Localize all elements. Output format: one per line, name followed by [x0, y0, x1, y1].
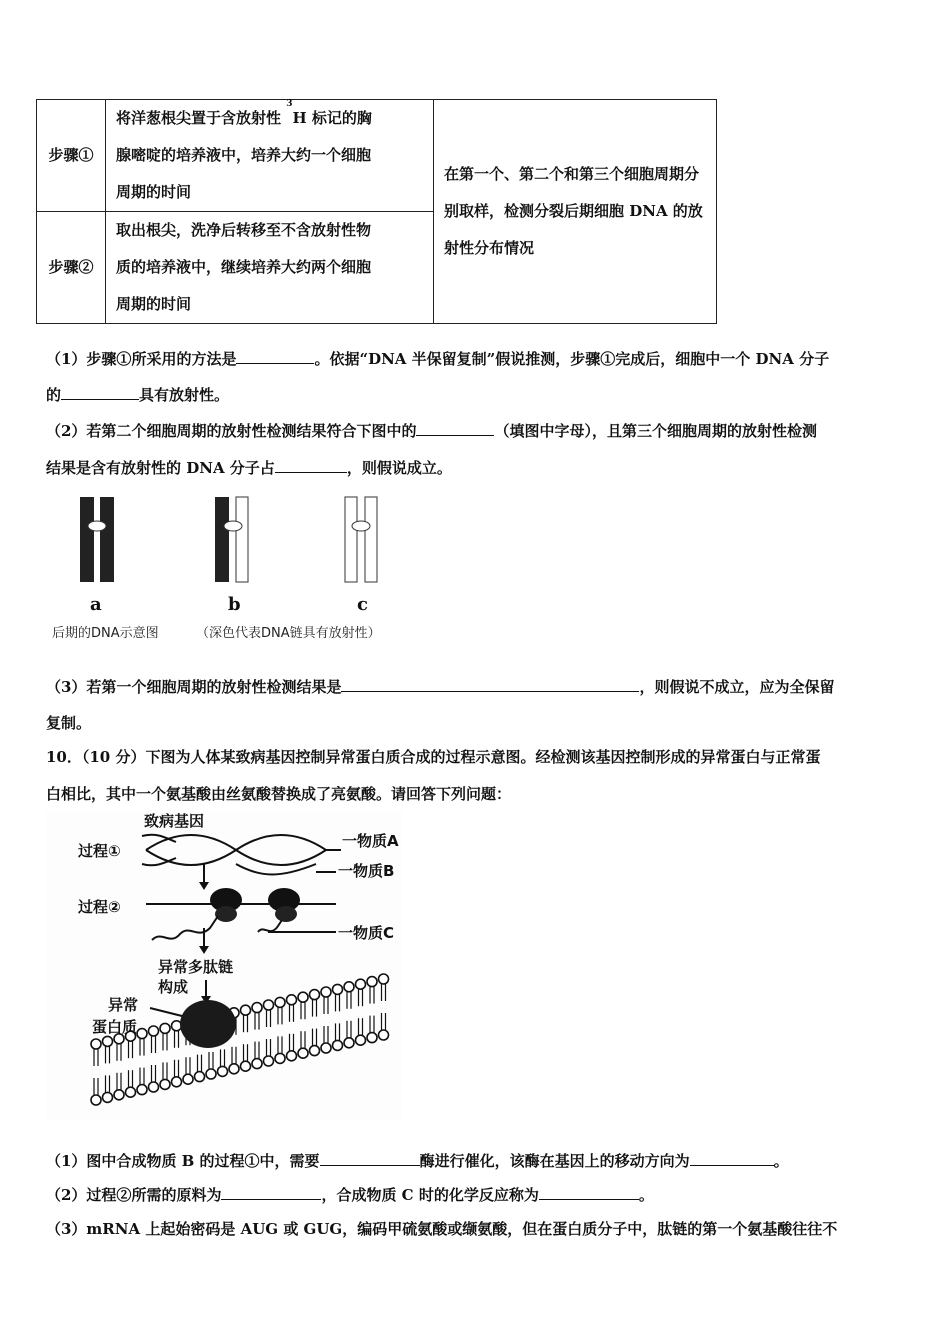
substance-b-label: 一物质B — [338, 862, 395, 880]
lipid-head — [252, 1003, 262, 1013]
lipid-head — [298, 1048, 308, 1058]
process1-label: 过程① — [78, 842, 121, 860]
lipid-head — [333, 984, 343, 994]
q10-part2: （2）过程②所需的原料为 ，合成物质 C 时的化学反应称为 。 — [46, 1186, 654, 1204]
lipid-head — [264, 1056, 274, 1066]
label-c: c — [357, 594, 368, 615]
lipid-head — [206, 1069, 216, 1079]
caption-left: 后期的DNA示意图 — [52, 626, 159, 641]
lipid-head — [149, 1082, 159, 1092]
lipid-head — [160, 1079, 170, 1089]
lipid-head — [344, 1038, 354, 1048]
form-label: 构成 — [158, 978, 189, 996]
polypeptide-label: 异常多肽链 — [158, 958, 234, 976]
lipid-head — [126, 1087, 136, 1097]
lipid-head — [172, 1021, 182, 1031]
dna-figure — [60, 492, 400, 588]
dna-c-diagram — [345, 497, 377, 582]
lipid-head — [241, 1005, 251, 1015]
lipid-head — [275, 1053, 285, 1063]
step2-label: 步骤② — [37, 212, 106, 324]
q10-part3: （3）mRNA 上起始密码是 AUG 或 GUG，编码甲硫氨酸或缬氨酸，但在蛋白质分子中，肽链的第一个氨基酸往往不 — [46, 1220, 838, 1238]
substance-c-label: 一物质C — [338, 924, 395, 942]
lipid-head — [114, 1090, 124, 1100]
lipid-head — [344, 982, 354, 992]
lipid-head — [103, 1092, 113, 1102]
lipid-head — [367, 1033, 377, 1043]
table-row — [37, 100, 717, 212]
dna-a-diagram — [80, 497, 114, 582]
lipid-head — [287, 1051, 297, 1061]
process2-label: 过程② — [78, 898, 121, 916]
label-b: b — [228, 594, 241, 615]
lipid-head — [379, 974, 389, 984]
q10-part1: （1）图中合成物质 B 的过程①中，需要 酶进行催化，该酶在基因上的移动方向为 。 — [46, 1152, 789, 1170]
lipid-head — [149, 1026, 159, 1036]
lipid-head — [137, 1029, 147, 1039]
protein-label-2: 蛋白质 — [92, 1018, 138, 1036]
q9-part1-line2: 的 具有放射性。 — [46, 386, 230, 404]
lipid-head — [160, 1023, 170, 1033]
lipid-head — [252, 1059, 262, 1069]
q9-part2-line1: （2）若第二个细胞周期的放射性检测结果符合下图中的 （填图中字母），且第三个细胞周期的放射性检测 — [46, 422, 817, 440]
dna-b-diagram — [215, 497, 248, 582]
lipid-head — [321, 1043, 331, 1053]
lipid-head — [310, 990, 320, 1000]
gene-expression-figure — [46, 812, 402, 1120]
lipid-head — [183, 1074, 193, 1084]
lipid-head — [367, 977, 377, 987]
abnormal-protein-icon — [180, 1000, 236, 1048]
q9-part2-line2: 结果是含有放射性的 DNA 分子占 ，则假说成立。 — [46, 459, 452, 477]
lipid-head — [172, 1077, 182, 1087]
q10-stem-line2: 白相比，其中一个氨基酸由丝氨酸替换成了亮氨酸。请回答下列问题： — [46, 785, 512, 803]
step2-desc: 取出根尖，洗净后转移至不含放射性物 质的培养液中，继续培养大约两个细胞 周期的时间 — [106, 212, 434, 324]
lipid-head — [195, 1072, 205, 1082]
substance-a-label: 一物质A — [342, 832, 399, 850]
lipid-head — [321, 987, 331, 997]
lipid-head — [218, 1066, 228, 1076]
q10-stem-line1: 10．（10 分）下图为人体某致病基因控制异常蛋白质合成的过程示意图。经检测该基因控制形成的异常蛋白与正常蛋 — [46, 748, 821, 766]
lipid-head — [264, 1000, 274, 1010]
lipid-head — [298, 992, 308, 1002]
step1-desc: 将洋葱根尖置于含放射性 $^3$H 标记的胸 腺嘧啶的培养液中，培养大约一个细胞 周期的时间 — [106, 100, 434, 212]
q9-part3-line1: （3）若第一个细胞周期的放射性检测结果是 ，则假说不成立，应为全保留 — [46, 678, 835, 696]
steps-table — [36, 99, 717, 324]
caption-right: （深色代表DNA链具有放射性） — [196, 626, 381, 641]
lipid-head — [356, 1035, 366, 1045]
lipid-head — [241, 1061, 251, 1071]
q9-part3-line2: 复制。 — [46, 714, 92, 732]
lipid-head — [356, 979, 366, 989]
lipid-head — [287, 995, 297, 1005]
lipid-head — [91, 1039, 101, 1049]
lipid-head — [379, 1030, 389, 1040]
protein-label-1: 异常 — [108, 996, 139, 1014]
step1-label: 步骤① — [37, 100, 106, 212]
label-a: a — [90, 594, 102, 615]
lipid-head — [103, 1036, 113, 1046]
lipid-head — [333, 1040, 343, 1050]
gene-label: 致病基因 — [144, 812, 205, 830]
lipid-head — [310, 1046, 320, 1056]
lipid-head — [91, 1095, 101, 1105]
q9-part1-line1: （1）步骤①所采用的方法是 。依据“DNA 半保留复制”假说推测，步骤①完成后，细胞中一个 DNA 分子 — [46, 350, 830, 368]
lipid-head — [229, 1064, 239, 1074]
lipid-head — [275, 997, 285, 1007]
detection-desc: 在第一个、第二个和第三个细胞周期分 别取样，检测分裂后期细胞 DNA 的放 射性分布情况 — [434, 100, 717, 324]
lipid-head — [137, 1085, 147, 1095]
